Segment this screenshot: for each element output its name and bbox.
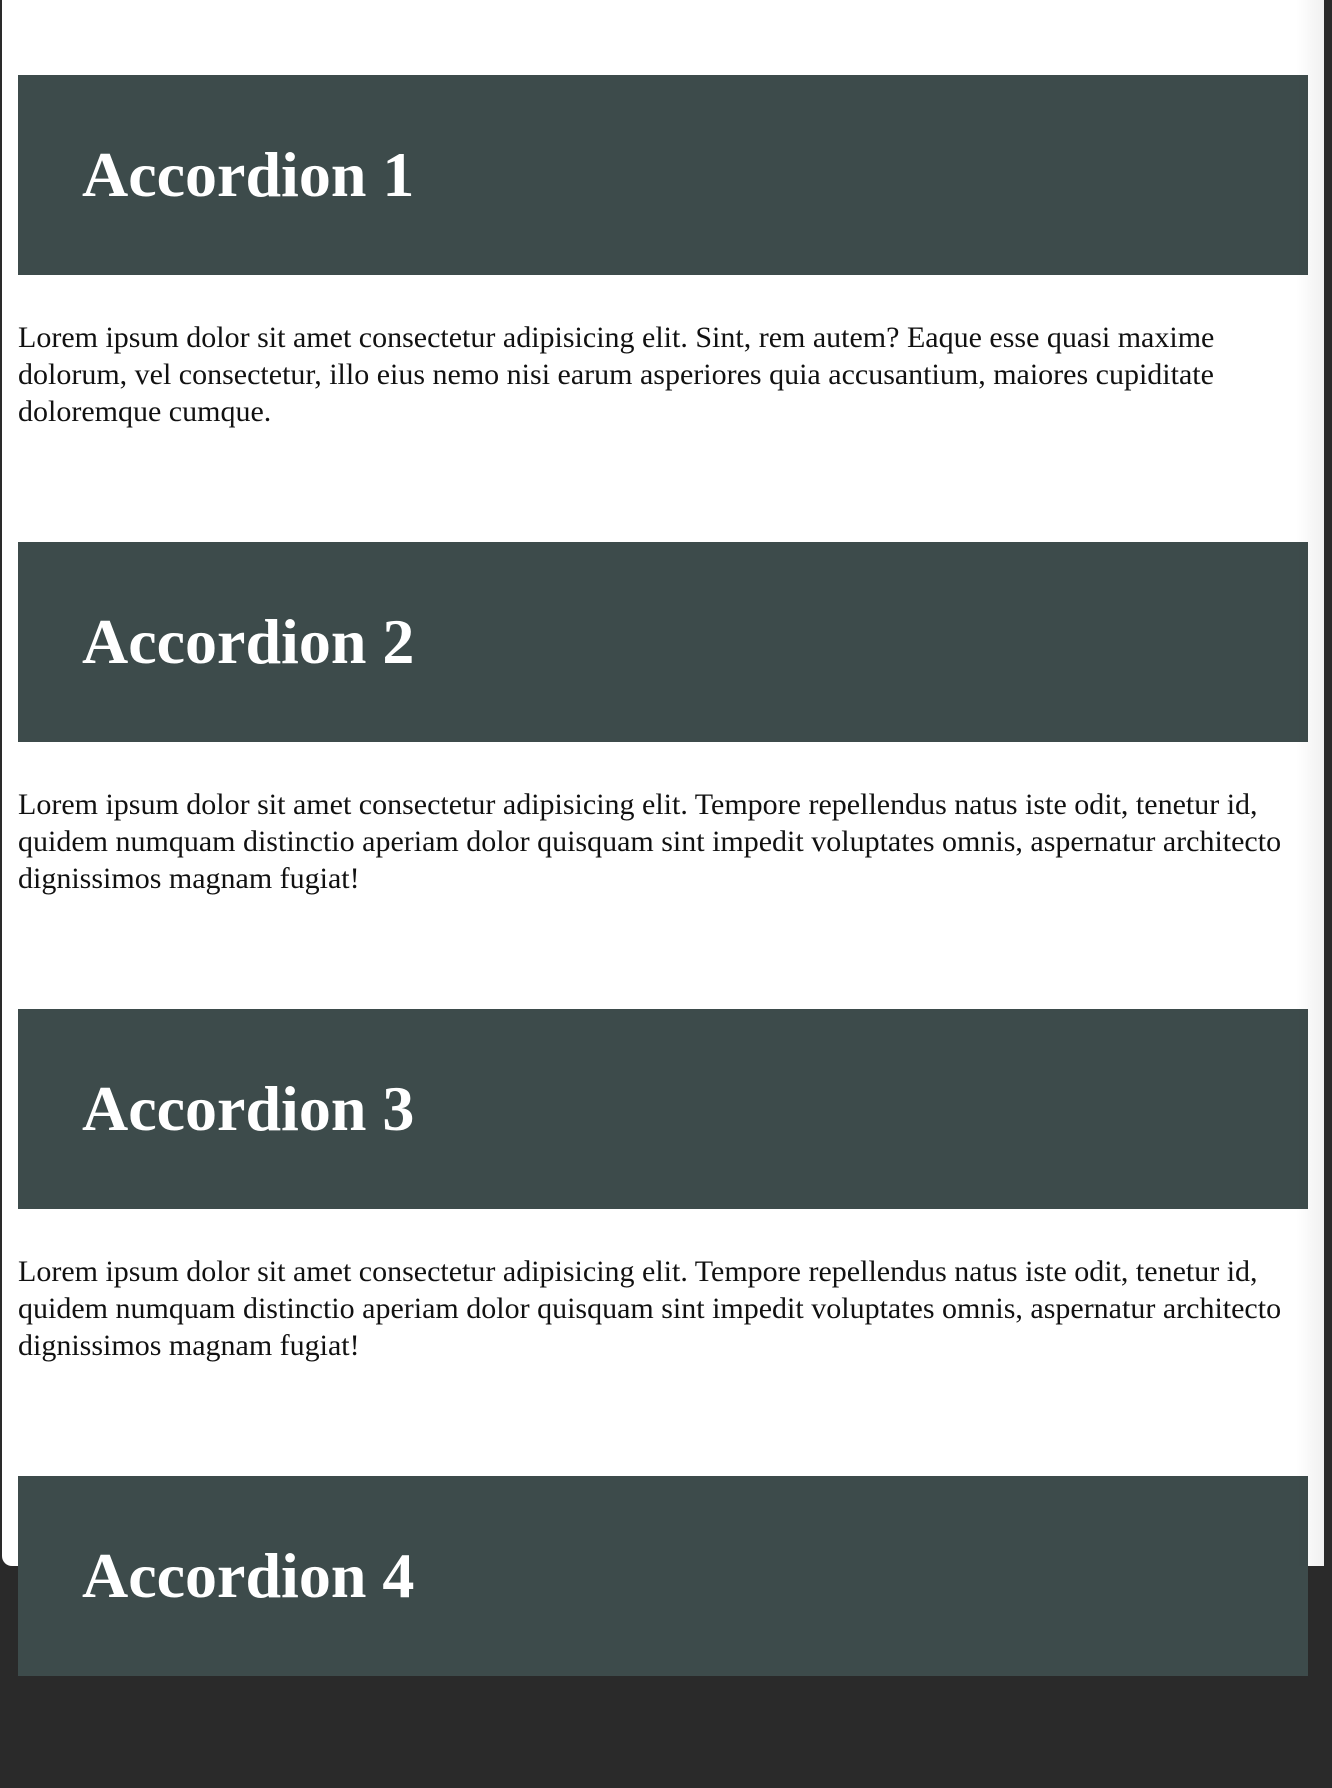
accordion-header-2[interactable] [18,542,1308,742]
accordion-item-4 [18,1476,1308,1676]
accordion-panel-1: Lorem ipsum dolor sit amet consectetur adipisicing elit. Sint, rem autem? Eaque esse quasi maxime dolorum, vel consectetur, illo eius nemo nisi earum asperiores quia accusantium, maiores cupiditate doloremque cumque. [18,321,1215,428]
accordion-list [18,75,1308,1788]
accordion-title-1: Accordion 1 [82,139,415,210]
accordion-item-3 [18,1009,1308,1364]
accordion-title-4: Accordion 4 [82,1540,415,1611]
accordion-item-2 [18,542,1308,897]
browser-viewport [2,0,1324,1611]
accordion-title-3: Accordion 3 [82,1073,415,1144]
accordion-item-1 [18,75,1308,430]
accordion-header-4[interactable] [18,1476,1308,1676]
accordion-title-2: Accordion 2 [82,606,415,677]
accordion-header-1[interactable] [18,75,1308,275]
accordion-header-3[interactable] [18,1009,1308,1209]
accordion-panel-3: Lorem ipsum dolor sit amet consectetur adipisicing elit. Tempore repellendus natus iste odit, tenetur id, quidem numquam distinctio aperiam dolor quisquam sint impedit voluptates omnis, aspernatur architecto dignissimos magnam fugiat! [18,1255,1282,1362]
accordion-panel-2: Lorem ipsum dolor sit amet consectetur adipisicing elit. Tempore repellendus natus iste odit, tenetur id, quidem numquam distinctio aperiam dolor quisquam sint impedit voluptates omnis, aspernatur architecto dignissimos magnam fugiat! [18,788,1282,895]
